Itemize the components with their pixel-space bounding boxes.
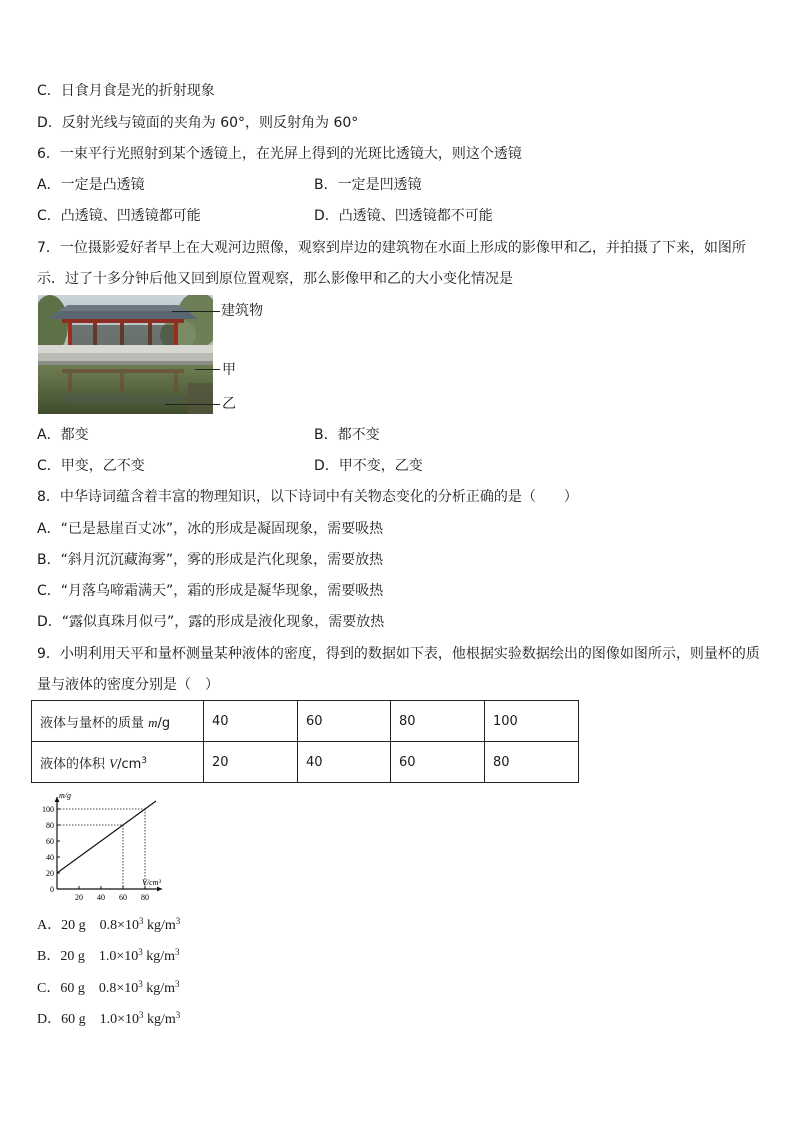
q6-option-a: A．一定是凸透镜	[37, 177, 145, 193]
x-axis-label: V/cm³	[142, 878, 161, 887]
building-reflection-photo	[38, 295, 213, 414]
table-cell: 20	[204, 742, 298, 783]
building-label: 建筑物	[221, 303, 263, 319]
q6-option-d: D．凸透镜、凹透镜都不可能	[314, 208, 493, 224]
jia-label: 甲	[222, 362, 236, 378]
q8-option-a: A．“已是悬崖百丈冰”，冰的形成是凝固现象，需要吸热	[37, 521, 384, 537]
table-header-mass: 液体与量杯的质量 m/g	[32, 701, 204, 742]
y-tick-label: 100	[42, 805, 54, 814]
q6-option-b: B．一定是凹透镜	[314, 177, 422, 193]
y-tick-label: 80	[46, 821, 54, 830]
question-6: 6．一束平行光照射到某个透镜上，在光屏上得到的光斑比透镜大，则这个透镜	[37, 146, 522, 162]
table-cell: 60	[391, 742, 485, 783]
yi-pointer-line	[165, 404, 220, 405]
x-tick-label: 60	[119, 893, 127, 902]
table-cell: 60	[298, 701, 391, 742]
y-tick-label: 20	[46, 869, 54, 878]
table-cell: 40	[204, 701, 298, 742]
table-cell: 80	[485, 742, 579, 783]
table-cell: 100	[485, 701, 579, 742]
table-row	[32, 742, 579, 783]
question-7-line1: 7．一位摄影爱好者早上在大观河边照像，观察到岸边的建筑物在水面上形成的影像甲和乙，并拍摄了下来，如图所	[37, 240, 746, 256]
y-tick-label: 60	[46, 837, 54, 846]
q9-option-d: D．60 g $1.0\times 10^3$ $kg/m^3$	[37, 1010, 181, 1027]
jia-pointer-line	[195, 369, 220, 370]
q7-option-c: C．甲变，乙不变	[37, 458, 145, 474]
y-tick-label: 0	[50, 885, 54, 894]
option-d-q5: D．反射光线与镜面的夹角为 60°，则反射角为 60°	[37, 115, 359, 131]
option-c-q5: C．日食月食是光的折射现象	[37, 83, 215, 99]
question-7-line2: 示．过了十多分钟后他又回到原位置观察，那么影像甲和乙的大小变化情况是	[37, 271, 513, 287]
yi-label: 乙	[222, 396, 236, 412]
table-cell: 40	[298, 742, 391, 783]
q7-option-b: B．都不变	[314, 427, 380, 443]
q8-option-d: D．“露似真珠月似弓”，露的形成是液化现象，需要放热	[37, 614, 385, 630]
table-header-volume: 液体的体积 $V/cm^3$	[32, 742, 204, 783]
q8-option-b: B．“斜月沉沉藏海雾”，雾的形成是汽化现象，需要放热	[37, 552, 384, 568]
mass-volume-graph	[37, 789, 177, 904]
table-cell: 80	[391, 701, 485, 742]
x-tick-label: 80	[141, 893, 149, 902]
q9-option-b: B．20 g $1.0\times 10^3$ $kg/m^3$	[37, 947, 180, 964]
building-pointer-line	[172, 311, 220, 312]
question-8: 8．中华诗词蕴含着丰富的物理知识，以下诗词中有关物态变化的分析正确的是（ ）	[37, 489, 578, 505]
q7-option-d: D．甲不变，乙变	[314, 458, 423, 474]
series-line	[57, 801, 156, 873]
y-axis-label: m/g	[59, 791, 71, 800]
x-tick-label: 20	[75, 893, 83, 902]
q6-option-c: C．凸透镜、凹透镜都可能	[37, 208, 201, 224]
q8-option-c: C．“月落乌啼霜满天”，霜的形成是凝华现象，需要吸热	[37, 583, 384, 599]
y-tick-label: 40	[46, 853, 54, 862]
question-9-line2: 量与液体的密度分别是（ ）	[37, 677, 219, 693]
question-9-line1: 9．小明利用天平和量杯测量某种液体的密度，得到的数据如下表，他根据实验数据绘出的图像如图所示，则量杯的质	[37, 646, 760, 662]
table-row	[32, 701, 579, 742]
data-table	[31, 700, 579, 783]
x-tick-label: 40	[97, 893, 105, 902]
x-axis-arrow	[157, 887, 162, 892]
q9-option-a: A．20 g $0.8\times 10^3$ $kg/m^3$	[37, 916, 181, 933]
q9-option-c: C．60 g $0.8\times 10^3$ $kg/m^3$	[37, 979, 180, 996]
q7-option-a: A．都变	[37, 427, 89, 443]
